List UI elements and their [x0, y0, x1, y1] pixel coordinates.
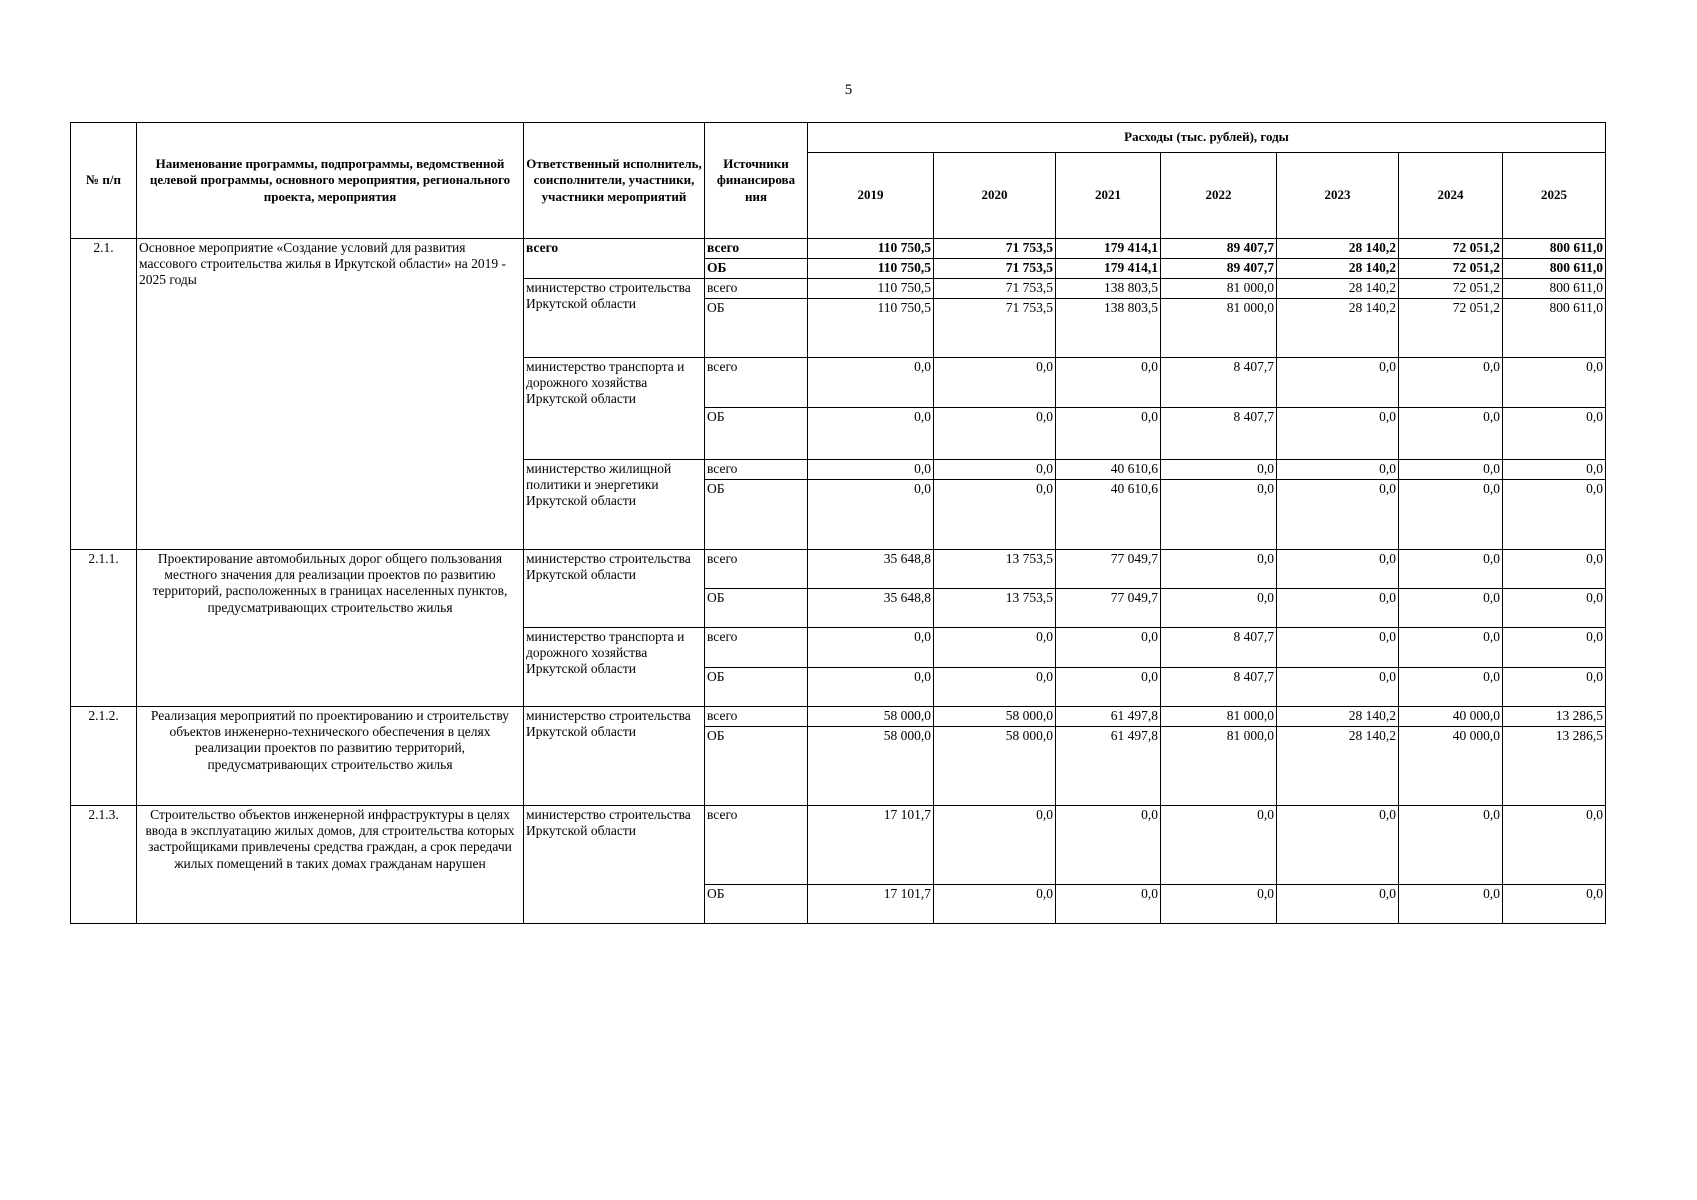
- value-cell-2024: 0,0: [1399, 460, 1503, 480]
- value-cell-2021: 61 497,8: [1056, 707, 1161, 727]
- executor-cell: министерство жилищной политики и энергетики Иркутской области: [524, 460, 705, 550]
- value-cell-2019: 110 750,5: [808, 239, 934, 259]
- item-title: Реализация мероприятий по проектированию и строительству объектов инженерно-технического обеспечения в целях реализации проектов по развитию территорий, предусматривающих строительство жилья: [137, 707, 524, 806]
- value-cell-2024: 0,0: [1399, 550, 1503, 589]
- funding-source-cell: всего: [705, 358, 808, 408]
- value-cell-2021: 0,0: [1056, 408, 1161, 460]
- value-cell-2024: 0,0: [1399, 885, 1503, 924]
- value-cell-2025: 800 611,0: [1503, 239, 1606, 259]
- funding-source-cell: ОБ: [705, 885, 808, 924]
- value-cell-2021: 138 803,5: [1056, 299, 1161, 358]
- funding-source-cell: всего: [705, 806, 808, 885]
- table-body: [71, 239, 1606, 924]
- table-row: [71, 707, 1606, 727]
- funding-source-cell: ОБ: [705, 408, 808, 460]
- value-cell-2025: 0,0: [1503, 668, 1606, 707]
- value-cell-2021: 0,0: [1056, 628, 1161, 668]
- value-cell-2023: 0,0: [1277, 550, 1399, 589]
- value-cell-2019: 0,0: [808, 628, 934, 668]
- header-expenses: Расходы (тыс. рублей), годы: [808, 123, 1606, 153]
- expenses-table: [70, 122, 1606, 924]
- value-cell-2024: 72 051,2: [1399, 279, 1503, 299]
- value-cell-2019: 110 750,5: [808, 279, 934, 299]
- funding-source-cell: всего: [705, 550, 808, 589]
- value-cell-2022: 0,0: [1161, 460, 1277, 480]
- header-source: Источники финансирова ния: [705, 123, 808, 239]
- header-num: № п/п: [71, 123, 137, 239]
- value-cell-2022: 0,0: [1161, 480, 1277, 550]
- value-cell-2020: 0,0: [934, 460, 1056, 480]
- value-cell-2019: 0,0: [808, 668, 934, 707]
- header-year-2019: 2019: [808, 153, 934, 239]
- value-cell-2022: 0,0: [1161, 589, 1277, 628]
- funding-source-cell: всего: [705, 239, 808, 259]
- value-cell-2020: 71 753,5: [934, 259, 1056, 279]
- item-number: 2.1.3.: [71, 806, 137, 924]
- value-cell-2023: 28 140,2: [1277, 707, 1399, 727]
- header-executor: Ответственный исполнитель, соисполнители, участники, участники мероприятий: [524, 123, 705, 239]
- value-cell-2022: 0,0: [1161, 550, 1277, 589]
- funding-source-cell: ОБ: [705, 668, 808, 707]
- header-name: Наименование программы, подпрограммы, ведомственной целевой программы, основного мероприятия, регионального проекта, мероприятия: [137, 123, 524, 239]
- value-cell-2021: 179 414,1: [1056, 239, 1161, 259]
- value-cell-2022: 89 407,7: [1161, 239, 1277, 259]
- funding-source-cell: ОБ: [705, 589, 808, 628]
- value-cell-2021: 61 497,8: [1056, 727, 1161, 806]
- executor-cell: министерство строительства Иркутской области: [524, 707, 705, 806]
- value-cell-2023: 28 140,2: [1277, 727, 1399, 806]
- value-cell-2025: 0,0: [1503, 408, 1606, 460]
- value-cell-2024: 0,0: [1399, 480, 1503, 550]
- value-cell-2022: 8 407,7: [1161, 668, 1277, 707]
- value-cell-2023: 0,0: [1277, 628, 1399, 668]
- item-title: Проектирование автомобильных дорог общего пользования местного значения для реализации проектов по развитию территорий, расположенных в границах населенных пунктов, предусматривающих строительство жилья: [137, 550, 524, 707]
- value-cell-2023: 28 140,2: [1277, 239, 1399, 259]
- value-cell-2020: 0,0: [934, 628, 1056, 668]
- value-cell-2020: 0,0: [934, 480, 1056, 550]
- value-cell-2021: 0,0: [1056, 668, 1161, 707]
- value-cell-2019: 0,0: [808, 460, 934, 480]
- value-cell-2024: 40 000,0: [1399, 707, 1503, 727]
- table-row: [71, 550, 1606, 589]
- value-cell-2019: 58 000,0: [808, 707, 934, 727]
- value-cell-2020: 58 000,0: [934, 707, 1056, 727]
- value-cell-2025: 0,0: [1503, 550, 1606, 589]
- value-cell-2022: 81 000,0: [1161, 299, 1277, 358]
- funding-source-cell: ОБ: [705, 259, 808, 279]
- value-cell-2025: 13 286,5: [1503, 727, 1606, 806]
- value-cell-2023: 0,0: [1277, 806, 1399, 885]
- executor-cell: министерство транспорта и дорожного хозяйства Иркутской области: [524, 358, 705, 460]
- value-cell-2020: 58 000,0: [934, 727, 1056, 806]
- value-cell-2020: 13 753,5: [934, 550, 1056, 589]
- value-cell-2024: 0,0: [1399, 589, 1503, 628]
- value-cell-2025: 0,0: [1503, 885, 1606, 924]
- header-year-2020: 2020: [934, 153, 1056, 239]
- item-number: 2.1.: [71, 239, 137, 550]
- item-number: 2.1.2.: [71, 707, 137, 806]
- value-cell-2022: 81 000,0: [1161, 279, 1277, 299]
- header-year-2025: 2025: [1503, 153, 1606, 239]
- value-cell-2024: 0,0: [1399, 358, 1503, 408]
- item-title: Строительство объектов инженерной инфраструктуры в целях ввода в эксплуатацию жилых домов, для строительства которых застройщиками привлечены средства граждан, а срок передачи жилых помещений в таких домах гражданам нарушен: [137, 806, 524, 924]
- funding-source-cell: всего: [705, 707, 808, 727]
- value-cell-2021: 0,0: [1056, 358, 1161, 408]
- table-row: [71, 806, 1606, 885]
- value-cell-2021: 179 414,1: [1056, 259, 1161, 279]
- value-cell-2020: 13 753,5: [934, 589, 1056, 628]
- value-cell-2023: 0,0: [1277, 668, 1399, 707]
- value-cell-2023: 28 140,2: [1277, 299, 1399, 358]
- value-cell-2021: 40 610,6: [1056, 480, 1161, 550]
- value-cell-2019: 17 101,7: [808, 885, 934, 924]
- value-cell-2019: 35 648,8: [808, 589, 934, 628]
- executor-cell: министерство строительства Иркутской области: [524, 806, 705, 924]
- value-cell-2020: 0,0: [934, 668, 1056, 707]
- funding-source-cell: всего: [705, 628, 808, 668]
- value-cell-2025: 800 611,0: [1503, 279, 1606, 299]
- value-cell-2023: 28 140,2: [1277, 259, 1399, 279]
- value-cell-2020: 0,0: [934, 806, 1056, 885]
- value-cell-2022: 8 407,7: [1161, 358, 1277, 408]
- value-cell-2025: 0,0: [1503, 806, 1606, 885]
- executor-cell: министерство транспорта и дорожного хозяйства Иркутской области: [524, 628, 705, 707]
- value-cell-2025: 0,0: [1503, 480, 1606, 550]
- value-cell-2022: 0,0: [1161, 806, 1277, 885]
- header-year-2021: 2021: [1056, 153, 1161, 239]
- header-year-2023: 2023: [1277, 153, 1399, 239]
- value-cell-2024: 0,0: [1399, 668, 1503, 707]
- value-cell-2022: 8 407,7: [1161, 408, 1277, 460]
- value-cell-2024: 72 051,2: [1399, 239, 1503, 259]
- value-cell-2021: 77 049,7: [1056, 589, 1161, 628]
- value-cell-2023: 0,0: [1277, 408, 1399, 460]
- value-cell-2022: 8 407,7: [1161, 628, 1277, 668]
- page-number: 5: [844, 82, 853, 98]
- header-year-2022: 2022: [1161, 153, 1277, 239]
- header-year-2024: 2024: [1399, 153, 1503, 239]
- value-cell-2025: 0,0: [1503, 628, 1606, 668]
- value-cell-2021: 138 803,5: [1056, 279, 1161, 299]
- value-cell-2025: 800 611,0: [1503, 299, 1606, 358]
- funding-source-cell: ОБ: [705, 299, 808, 358]
- value-cell-2024: 72 051,2: [1399, 259, 1503, 279]
- value-cell-2023: 0,0: [1277, 589, 1399, 628]
- value-cell-2021: 77 049,7: [1056, 550, 1161, 589]
- executor-cell: всего: [524, 239, 705, 279]
- value-cell-2019: 17 101,7: [808, 806, 934, 885]
- funding-source-cell: всего: [705, 279, 808, 299]
- value-cell-2022: 89 407,7: [1161, 259, 1277, 279]
- value-cell-2023: 0,0: [1277, 885, 1399, 924]
- item-number: 2.1.1.: [71, 550, 137, 707]
- value-cell-2020: 71 753,5: [934, 299, 1056, 358]
- value-cell-2020: 71 753,5: [934, 279, 1056, 299]
- value-cell-2023: 0,0: [1277, 358, 1399, 408]
- value-cell-2022: 81 000,0: [1161, 707, 1277, 727]
- value-cell-2019: 35 648,8: [808, 550, 934, 589]
- value-cell-2023: 0,0: [1277, 460, 1399, 480]
- value-cell-2024: 0,0: [1399, 806, 1503, 885]
- value-cell-2025: 13 286,5: [1503, 707, 1606, 727]
- value-cell-2021: 0,0: [1056, 806, 1161, 885]
- value-cell-2019: 0,0: [808, 358, 934, 408]
- item-title: Основное мероприятие «Создание условий для развития массового строительства жилья в Иркутской области» на 2019 - 2025 годы: [137, 239, 524, 550]
- funding-source-cell: ОБ: [705, 727, 808, 806]
- value-cell-2021: 40 610,6: [1056, 460, 1161, 480]
- value-cell-2019: 58 000,0: [808, 727, 934, 806]
- value-cell-2022: 0,0: [1161, 885, 1277, 924]
- value-cell-2020: 0,0: [934, 885, 1056, 924]
- value-cell-2023: 0,0: [1277, 480, 1399, 550]
- value-cell-2025: 0,0: [1503, 589, 1606, 628]
- value-cell-2020: 0,0: [934, 408, 1056, 460]
- value-cell-2024: 0,0: [1399, 628, 1503, 668]
- executor-cell: министерство строительства Иркутской области: [524, 279, 705, 358]
- value-cell-2019: 110 750,5: [808, 299, 934, 358]
- table-row: [71, 239, 1606, 259]
- value-cell-2024: 72 051,2: [1399, 299, 1503, 358]
- value-cell-2025: 0,0: [1503, 460, 1606, 480]
- value-cell-2020: 71 753,5: [934, 239, 1056, 259]
- value-cell-2019: 0,0: [808, 408, 934, 460]
- value-cell-2019: 0,0: [808, 480, 934, 550]
- executor-cell: министерство строительства Иркутской области: [524, 550, 705, 628]
- value-cell-2024: 0,0: [1399, 408, 1503, 460]
- value-cell-2023: 28 140,2: [1277, 279, 1399, 299]
- value-cell-2022: 81 000,0: [1161, 727, 1277, 806]
- funding-source-cell: ОБ: [705, 480, 808, 550]
- value-cell-2019: 110 750,5: [808, 259, 934, 279]
- value-cell-2024: 40 000,0: [1399, 727, 1503, 806]
- value-cell-2025: 0,0: [1503, 358, 1606, 408]
- funding-source-cell: всего: [705, 460, 808, 480]
- value-cell-2020: 0,0: [934, 358, 1056, 408]
- table-header: [71, 123, 1606, 239]
- value-cell-2025: 800 611,0: [1503, 259, 1606, 279]
- value-cell-2021: 0,0: [1056, 885, 1161, 924]
